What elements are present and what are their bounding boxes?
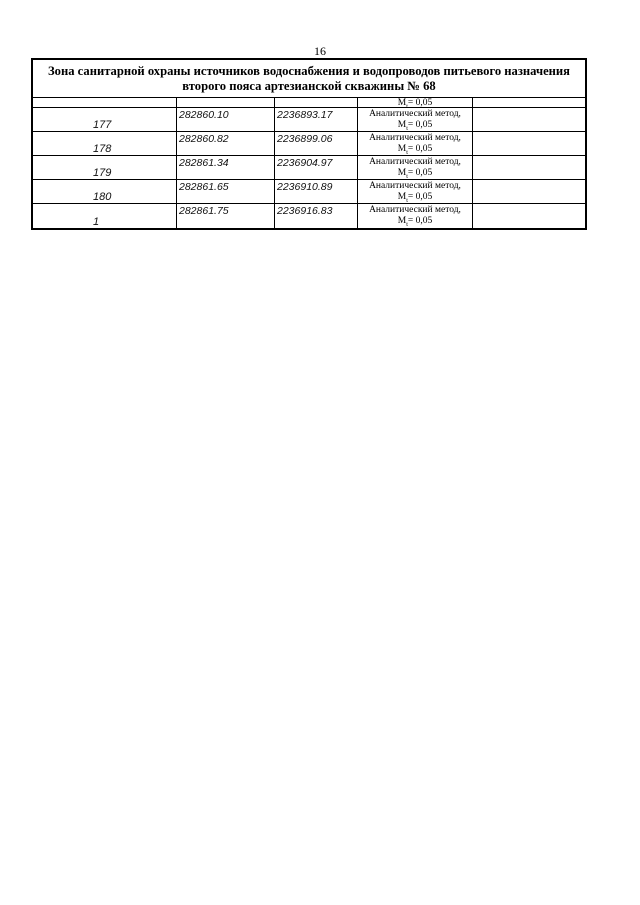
x-coordinate-cell xyxy=(177,204,275,228)
x-coordinate: 282861.34 xyxy=(179,157,229,169)
accuracy-subscript: t xyxy=(406,173,408,180)
x-coordinate: 282860.10 xyxy=(179,109,229,121)
notes-cell xyxy=(473,156,585,179)
y-coordinate-cell xyxy=(275,98,358,107)
method-label: Аналитический метод, xyxy=(369,133,461,143)
point-id: 1 xyxy=(93,216,100,228)
method-cell xyxy=(358,180,473,203)
y-coordinate: 2236916.83 xyxy=(277,205,333,217)
table-row xyxy=(33,108,585,132)
table-row xyxy=(33,156,585,180)
y-coordinate-cell xyxy=(275,156,358,179)
x-coordinate: 282861.65 xyxy=(179,181,229,193)
point-id: 178 xyxy=(93,143,112,155)
y-coordinate: 2236910.89 xyxy=(277,181,333,193)
accuracy-symbol: M xyxy=(397,192,407,202)
page-number: 16 xyxy=(314,44,326,58)
notes-cell xyxy=(473,108,585,131)
point-id-cell xyxy=(33,204,177,228)
accuracy-value: = 0,05 xyxy=(407,144,433,154)
y-coordinate: 2236899.06 xyxy=(277,133,333,145)
method-label: Аналитический метод, xyxy=(369,205,461,215)
method-label: Аналитический метод, xyxy=(369,109,461,119)
y-coordinate: 2236904.97 xyxy=(277,157,333,169)
point-id: 180 xyxy=(93,191,112,203)
method-cell xyxy=(358,204,473,228)
accuracy-symbol: M xyxy=(397,168,407,178)
accuracy-subscript: t xyxy=(406,221,408,228)
notes-cell xyxy=(473,204,585,228)
accuracy-subscript: t xyxy=(406,103,408,110)
notes-cell xyxy=(473,132,585,155)
table-row xyxy=(33,132,585,156)
method-cell xyxy=(358,108,473,131)
accuracy-subscript: t xyxy=(406,197,408,204)
x-coordinate-cell xyxy=(177,156,275,179)
accuracy-line xyxy=(358,216,472,231)
accuracy-value: = 0,05 xyxy=(407,168,433,178)
x-coordinate: 282861.75 xyxy=(179,205,229,217)
y-coordinate-cell xyxy=(275,180,358,203)
point-id-cell xyxy=(33,98,177,107)
y-coordinate-cell xyxy=(275,108,358,131)
method-cell xyxy=(358,98,473,110)
accuracy-value: = 0,05 xyxy=(407,98,433,108)
accuracy-value: = 0,05 xyxy=(407,120,433,130)
y-coordinate-cell xyxy=(275,132,358,155)
coordinates-table xyxy=(31,58,587,230)
table-title xyxy=(33,60,585,98)
method-cell xyxy=(358,132,473,155)
notes-cell xyxy=(473,180,585,203)
point-id-cell xyxy=(33,108,177,131)
accuracy-value: = 0,05 xyxy=(407,192,433,202)
point-id-cell xyxy=(33,132,177,155)
accuracy-subscript: t xyxy=(406,125,408,132)
y-coordinate-cell xyxy=(275,204,358,228)
x-coordinate-cell xyxy=(177,108,275,131)
x-coordinate-cell xyxy=(177,180,275,203)
method-label: Аналитический метод, xyxy=(369,157,461,167)
accuracy-symbol: M xyxy=(397,216,407,226)
y-coordinate: 2236893.17 xyxy=(277,109,333,121)
x-coordinate-cell xyxy=(177,98,275,107)
point-id-cell xyxy=(33,180,177,203)
accuracy-symbol: M xyxy=(397,98,407,108)
table-title-line-1: Зона санитарной охраны источников водоснабжения и водопроводов питьевого назначения xyxy=(48,64,570,78)
x-coordinate: 282860.82 xyxy=(179,133,229,145)
notes-cell xyxy=(473,98,585,107)
method-label: Аналитический метод, xyxy=(369,181,461,191)
accuracy-symbol: M xyxy=(397,144,407,154)
accuracy-subscript: t xyxy=(406,149,408,156)
table-row xyxy=(33,180,585,204)
x-coordinate-cell xyxy=(177,132,275,155)
accuracy-value: = 0,05 xyxy=(407,216,433,226)
accuracy-symbol: M xyxy=(397,120,407,130)
table-row-continuation xyxy=(33,98,585,108)
point-id: 179 xyxy=(93,167,112,179)
table-title-line-2: второго пояса артезианской скважины № 68 xyxy=(182,79,436,93)
point-id: 177 xyxy=(93,119,112,131)
point-id-cell xyxy=(33,156,177,179)
method-cell xyxy=(358,156,473,179)
table-row xyxy=(33,204,585,228)
